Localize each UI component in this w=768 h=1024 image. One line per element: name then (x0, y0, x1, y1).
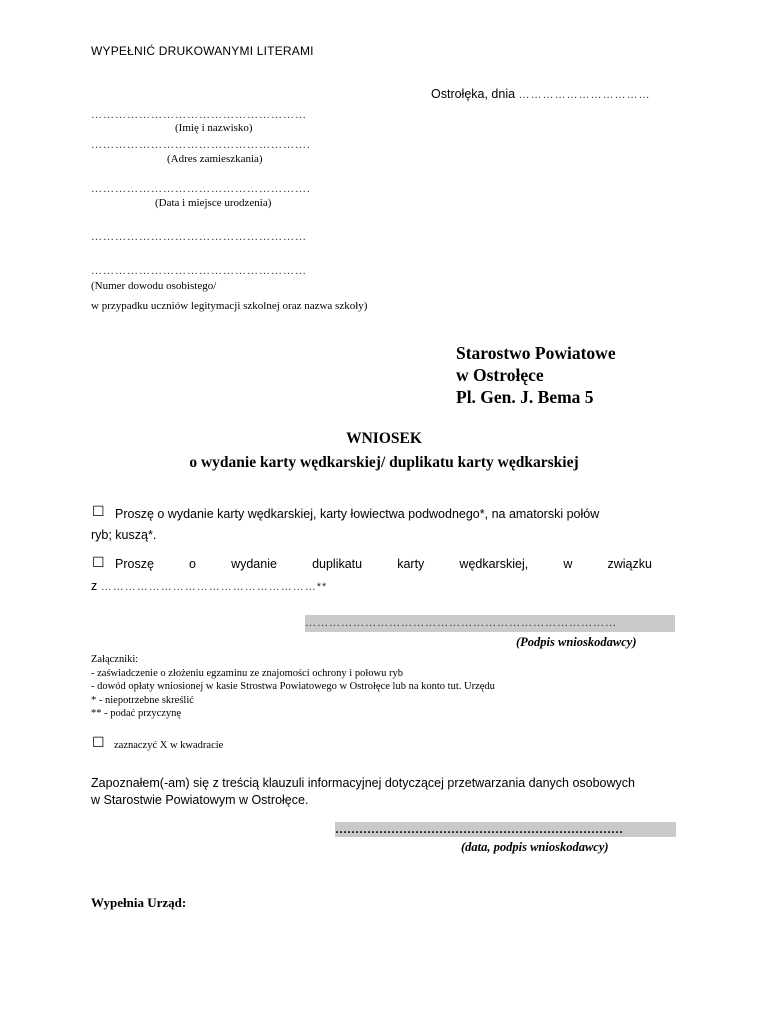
option2-reason-line[interactable] (91, 579, 327, 593)
addressee-line3: Pl. Gen. J. Bema 5 (456, 387, 594, 407)
option2-word: w (563, 557, 573, 571)
id-note-line1: (Numer dowodu osobistego/ (91, 280, 217, 292)
addressee-line2: w Ostrołęce (456, 365, 544, 385)
addressee-line1: Starostwo Powiatowe (456, 343, 616, 363)
option1-checkbox[interactable]: ☐ (92, 505, 105, 520)
consent-line2: w Starostwie Powiatowym w Ostrołęce. (91, 793, 309, 807)
option2-reason-dots[interactable]: ………………………………………………** (100, 581, 328, 593)
consent-line1: Zapoznałem(-am) się z treścią klauzuli informacyjnej dotyczącej przetwarzania danych osobowych (91, 776, 635, 790)
option2-word: duplikatu (312, 557, 363, 571)
option2-checkbox[interactable]: ☐ (92, 556, 105, 571)
office-use-label: Wypełnia Urząd: (91, 895, 187, 910)
signature-field[interactable]: …………………………………………………………………… (305, 615, 675, 632)
date-signature-label: (data, podpis wnioskodawcy) (461, 840, 609, 854)
option2-word: o (189, 557, 196, 571)
name-field[interactable]: ……………………………………………… (91, 109, 307, 121)
option2-z: z (91, 579, 98, 593)
option1-text-line1: Proszę o wydanie karty wędkarskiej, karty łowiectwa podwodnego*, na amatorski połów (115, 507, 600, 521)
id-note-line2: w przypadku uczniów legitymacji szkolnej oraz nazwa szkoły) (91, 300, 368, 312)
option2-word: związku (607, 557, 652, 571)
form-instruction: WYPEŁNIĆ DRUKOWANYMI LITERAMI (91, 44, 314, 58)
addressee-block (456, 342, 616, 408)
signature-label: (Podpis wnioskodawcy) (516, 635, 637, 649)
option2-word: wędkarskiej, (459, 557, 529, 571)
date-field-dots[interactable]: …………………………… (518, 89, 651, 101)
footnote-strike: * - niepotrzebne skreślić (91, 694, 194, 706)
mark-instruction: zaznaczyć X w kwadracie (114, 740, 224, 751)
option1-text-line2: ryb; kuszą*. (91, 528, 157, 542)
option2-word: karty (397, 557, 425, 571)
place-date-label: Ostrołęka, dnia (431, 87, 516, 101)
attachments-block (91, 653, 495, 721)
form-subtitle: o wydanie karty wędkarskiej/ duplikatu karty wędkarskiej (189, 454, 579, 471)
footnote-reason: ** - podać przyczynę (91, 708, 182, 719)
date-signature-field[interactable]: ……………………………………………………………… (335, 822, 676, 837)
name-field-label: (Imię i nazwisko) (175, 122, 253, 134)
legend-checkbox-icon: ☐ (92, 736, 105, 751)
id-field-line1[interactable]: ……………………………………………… (91, 231, 307, 243)
attachment-item: - dowód opłaty wniosionej w kasie Strostwa Powiatowego w Ostrołęce lub na konto tut. Urzędu (91, 681, 495, 692)
attachment-item: - zaświadczenie o złożeniu egzaminu ze znajomości ochrony i połowu ryb (91, 667, 403, 679)
place-date-line[interactable] (431, 87, 651, 101)
form-title: WNIOSEK (346, 430, 422, 447)
birth-field[interactable]: ………………………………………………. (91, 183, 311, 195)
attachments-heading: Załączniki: (91, 654, 139, 665)
birth-field-label: (Data i miejsce urodzenia) (155, 197, 272, 209)
id-field-line2[interactable]: ……………………………………………… (91, 265, 307, 277)
option2-word: wydanie (231, 557, 277, 571)
option2-text-line1 (115, 557, 652, 571)
address-field-label: (Adres zamieszkania) (167, 153, 263, 165)
address-field[interactable]: ………………………………………………. (91, 139, 311, 151)
option2-word: Proszę (115, 557, 154, 571)
